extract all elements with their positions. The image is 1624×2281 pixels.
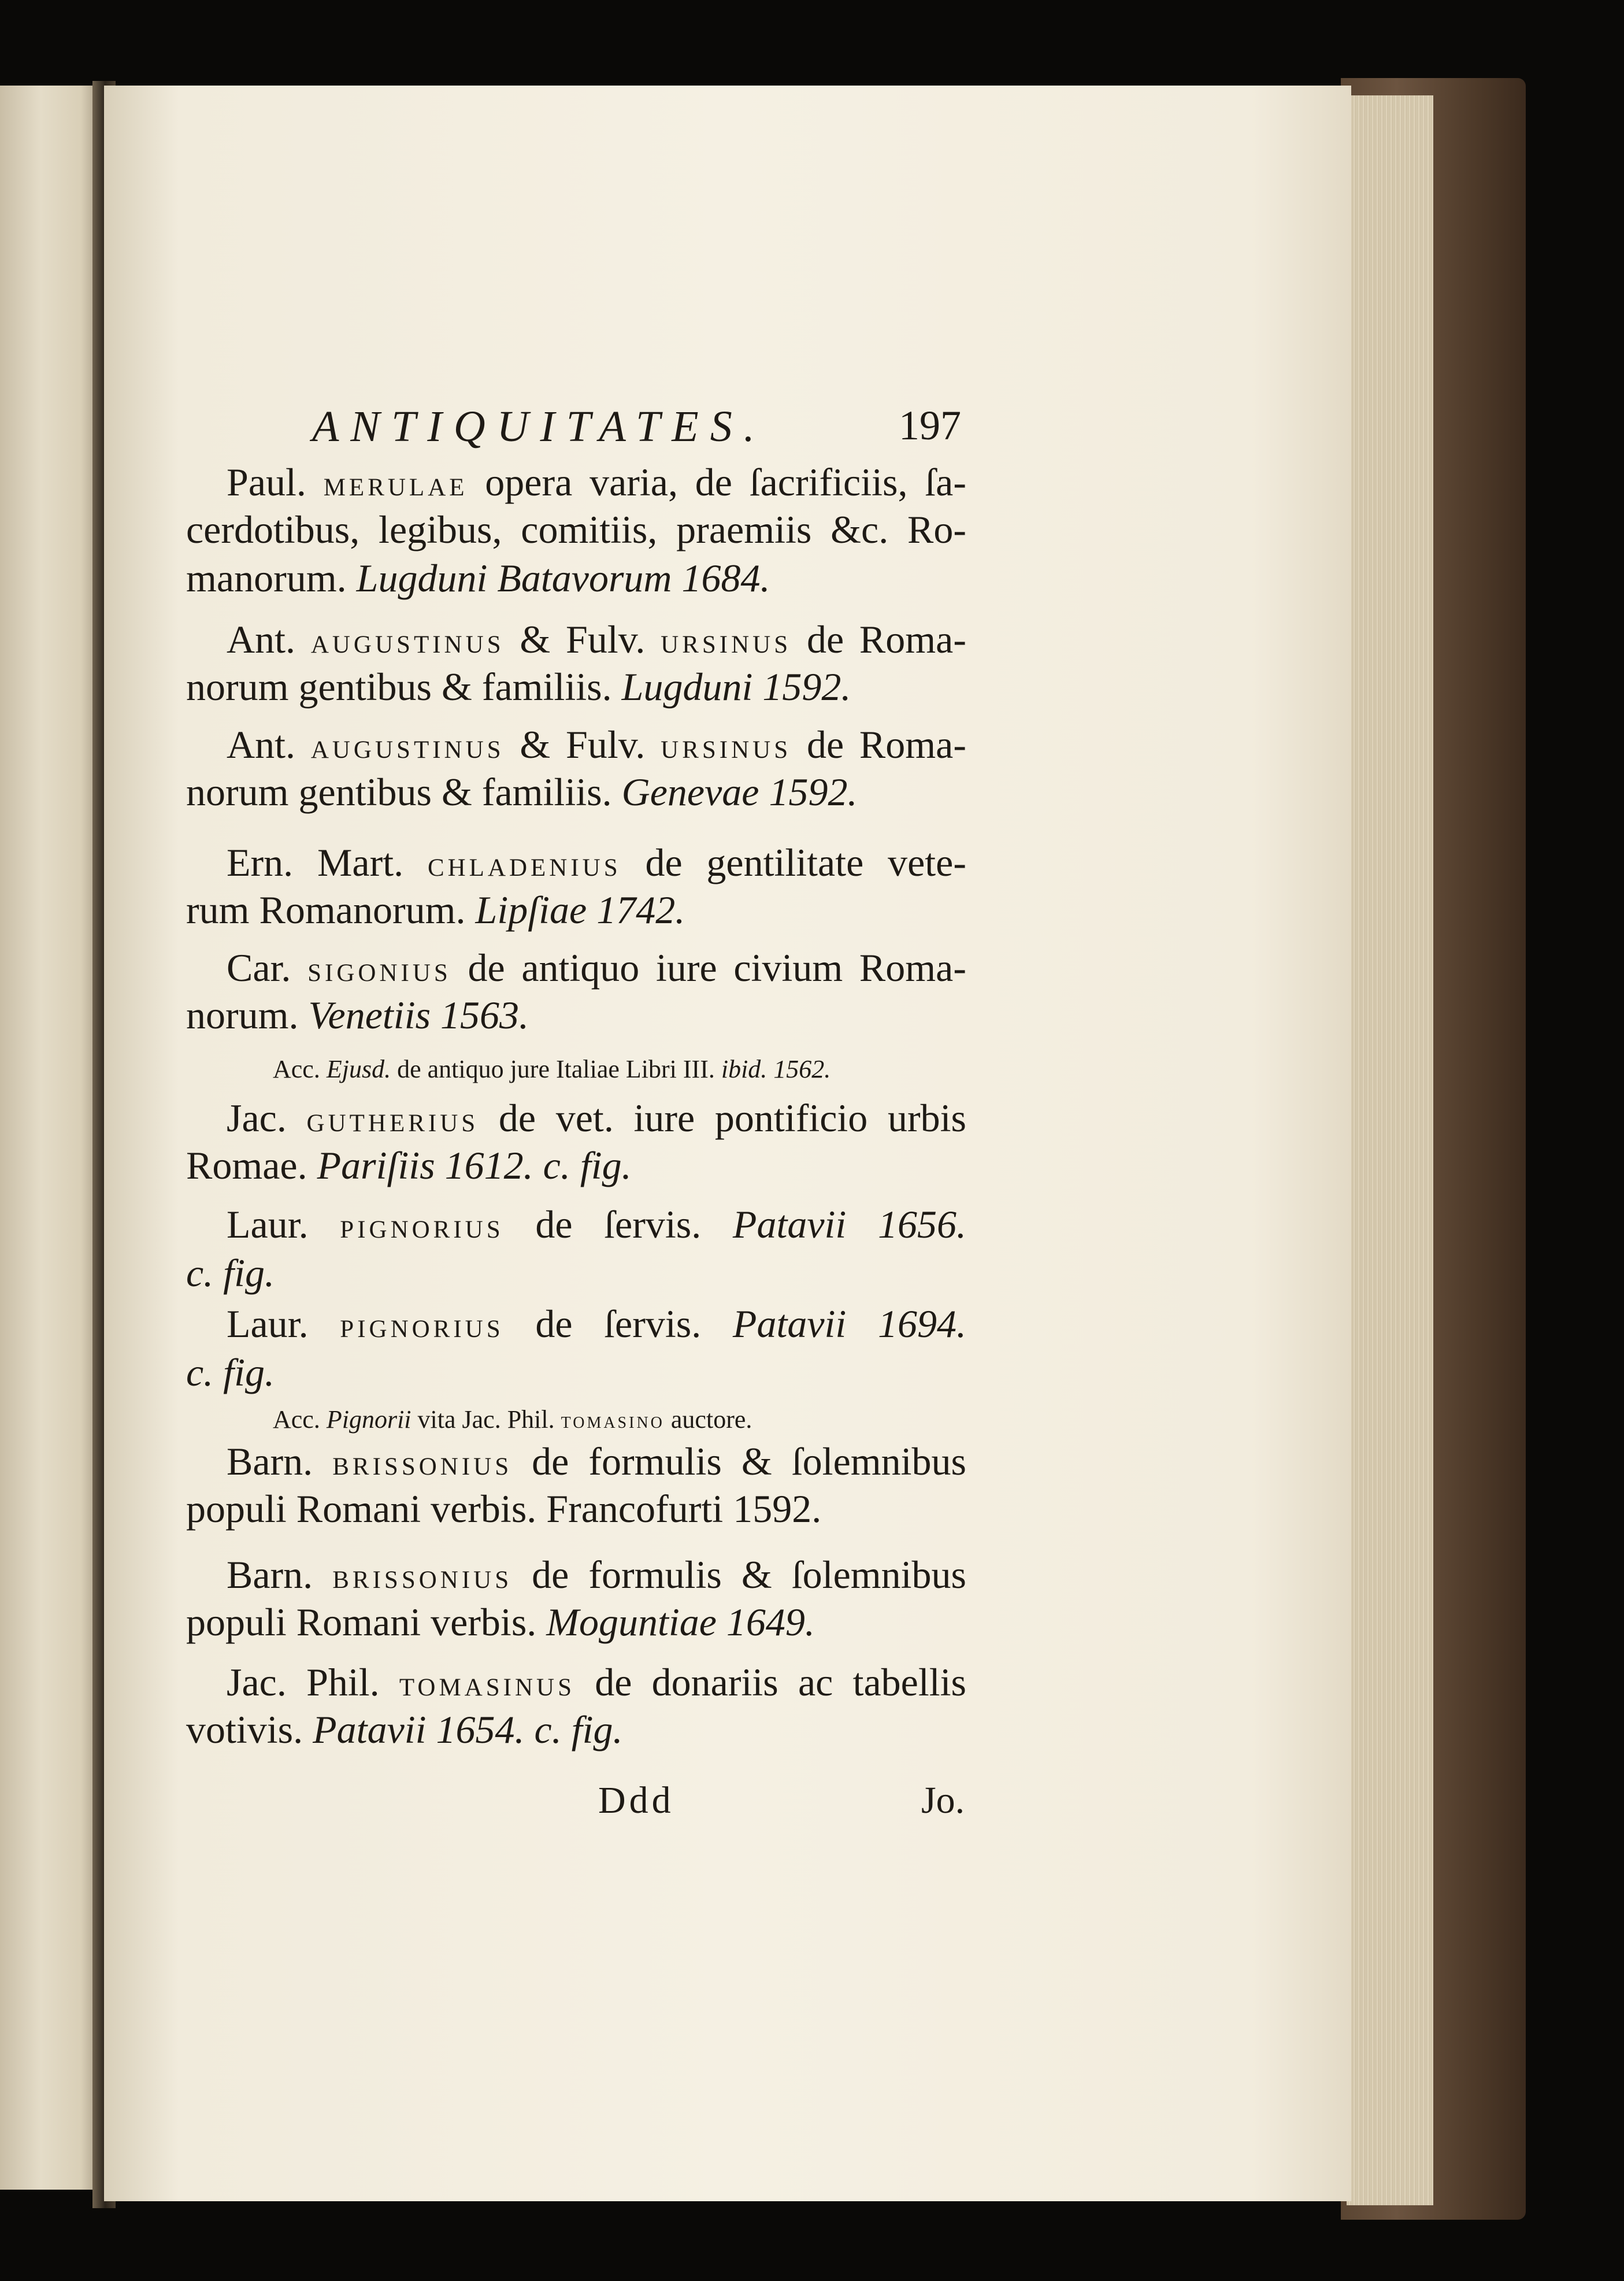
text-run: & Fulv. (504, 723, 661, 766)
text-run: norum gentibus & familiis. (186, 770, 622, 814)
imprint-text: Lugduni Batavorum 1684. (356, 556, 770, 600)
text-run: de formulis & ſolemnibus (512, 1553, 967, 1597)
text-run: Jac. (227, 1096, 307, 1140)
entry-line (186, 1143, 632, 1187)
running-title: ANTIQUITATES. (312, 402, 766, 451)
text-run: & Fulv. (504, 617, 661, 661)
text-run: de formulis & ſolemnibus (512, 1439, 967, 1483)
entry-line (186, 772, 857, 812)
entry-line (186, 1602, 815, 1642)
imprint-text: c. fig. (186, 1251, 275, 1295)
imprint-text: Moguntiae 1649. (546, 1600, 815, 1644)
entry-line (227, 617, 967, 661)
imprint-text: Venetiis 1563. (308, 993, 529, 1037)
author-name: augustinus (310, 621, 505, 661)
text-run: Acc. (273, 1055, 327, 1083)
author-name: tomasino (561, 1407, 665, 1433)
author-name: gutherius (306, 1100, 479, 1139)
author-name: chladenius (427, 845, 621, 884)
text-run: de antiquo iure civium Roma- (451, 946, 966, 990)
text-run: rum Romanorum. (186, 888, 476, 932)
text-run: de donariis ac tabellis (575, 1660, 966, 1704)
entry-line (186, 890, 685, 930)
text-run: manorum. (186, 556, 357, 600)
text-run: votivis. (186, 1708, 313, 1752)
text-run: Romae. (186, 1143, 317, 1187)
entry-line (186, 1350, 275, 1394)
author-name: pignorius (340, 1306, 504, 1345)
entry-line (186, 1253, 275, 1293)
text-run: Ant. (227, 723, 311, 766)
imprint-text: Ejusd. (326, 1055, 391, 1083)
imprint-text: ibid. 1562. (721, 1055, 831, 1083)
entry-line (186, 510, 966, 549)
text-run: Acc. (273, 1405, 327, 1434)
text-run: cerdotibus, legibus, comitiis, praemiis &c. Ro- (186, 508, 966, 551)
entry-line (186, 1487, 822, 1531)
imprint-text: Pignorii (326, 1405, 411, 1434)
catchword: Jo. (921, 1779, 965, 1821)
text-run: de Roma- (791, 723, 967, 766)
text-run: de Roma- (791, 617, 967, 661)
text-run: Jac. Phil. (227, 1660, 399, 1704)
text-run: populi Romani verbis. Francofurti 1592. (186, 1487, 822, 1531)
author-name: ursinus (661, 621, 792, 661)
text-run: de gentilitate vete- (621, 840, 966, 884)
entry-line (186, 558, 770, 598)
author-name: brissonius (332, 1557, 513, 1596)
author-name: pignorius (340, 1206, 504, 1246)
imprint-text: Lugduni 1592. (621, 665, 851, 709)
entry-line (227, 1202, 966, 1246)
entry-line (186, 1708, 623, 1752)
author-name: ursinus (661, 727, 792, 766)
entry-line (227, 462, 966, 502)
text-run: Ant. (227, 617, 311, 661)
text-run: Laur. (227, 1302, 340, 1346)
entry-line (227, 725, 966, 764)
entry-line (227, 1553, 967, 1597)
text-run: Barn. (227, 1439, 333, 1483)
page-edges (1347, 95, 1433, 2205)
note-line (273, 1057, 830, 1082)
text-run: de ſervis. (503, 1202, 733, 1246)
text-run: de antiquo jure Italiae Libri III. (391, 1055, 721, 1083)
imprint-text: Patavii 1656. (732, 1202, 966, 1246)
imprint-text: Genevae 1592. (621, 770, 858, 814)
author-name: tomasinus (399, 1664, 576, 1704)
imprint-text: Pariſiis 1612. c. fig. (317, 1143, 632, 1187)
author-name: sigonius (307, 950, 451, 989)
entry-line (227, 1439, 967, 1483)
imprint-text: Patavii 1654. c. fig. (313, 1708, 623, 1752)
entry-line (227, 840, 966, 884)
text-run: vita Jac. Phil. (411, 1405, 561, 1434)
text-run: Laur. (227, 1202, 340, 1246)
entry-line (186, 665, 851, 709)
imprint-text: Lipſiae 1742. (475, 888, 685, 932)
text-run: de ſervis. (503, 1302, 733, 1346)
text-run: Car. (227, 946, 308, 990)
text-run: de vet. iure pontificio urbis (479, 1096, 966, 1140)
text-run: auctore. (664, 1405, 752, 1434)
text-run: Ern. Mart. (227, 840, 428, 884)
text-run: populi Romani verbis. (186, 1600, 547, 1644)
page-number: 197 (899, 402, 961, 449)
entry-line (227, 946, 966, 990)
signature-mark: Ddd (598, 1779, 674, 1821)
entry-line (227, 1098, 966, 1138)
author-name: augustinus (310, 727, 505, 766)
text-run: Barn. (227, 1553, 333, 1597)
text-run: norum. (186, 993, 309, 1037)
imprint-text: Patavii 1694. (732, 1302, 966, 1346)
note-line (273, 1407, 752, 1432)
entry-line (186, 995, 529, 1035)
entry-line (227, 1302, 966, 1346)
left-page (0, 86, 101, 2190)
author-name: merulae (323, 464, 468, 503)
imprint-text: c. fig. (186, 1350, 275, 1394)
text-run: Paul. (227, 460, 324, 504)
text-run: norum gentibus & familiis. (186, 665, 622, 709)
text-run: opera varia, de ſacrificiis, ſa- (468, 460, 966, 504)
author-name: brissonius (332, 1443, 513, 1483)
entry-line (227, 1662, 966, 1702)
